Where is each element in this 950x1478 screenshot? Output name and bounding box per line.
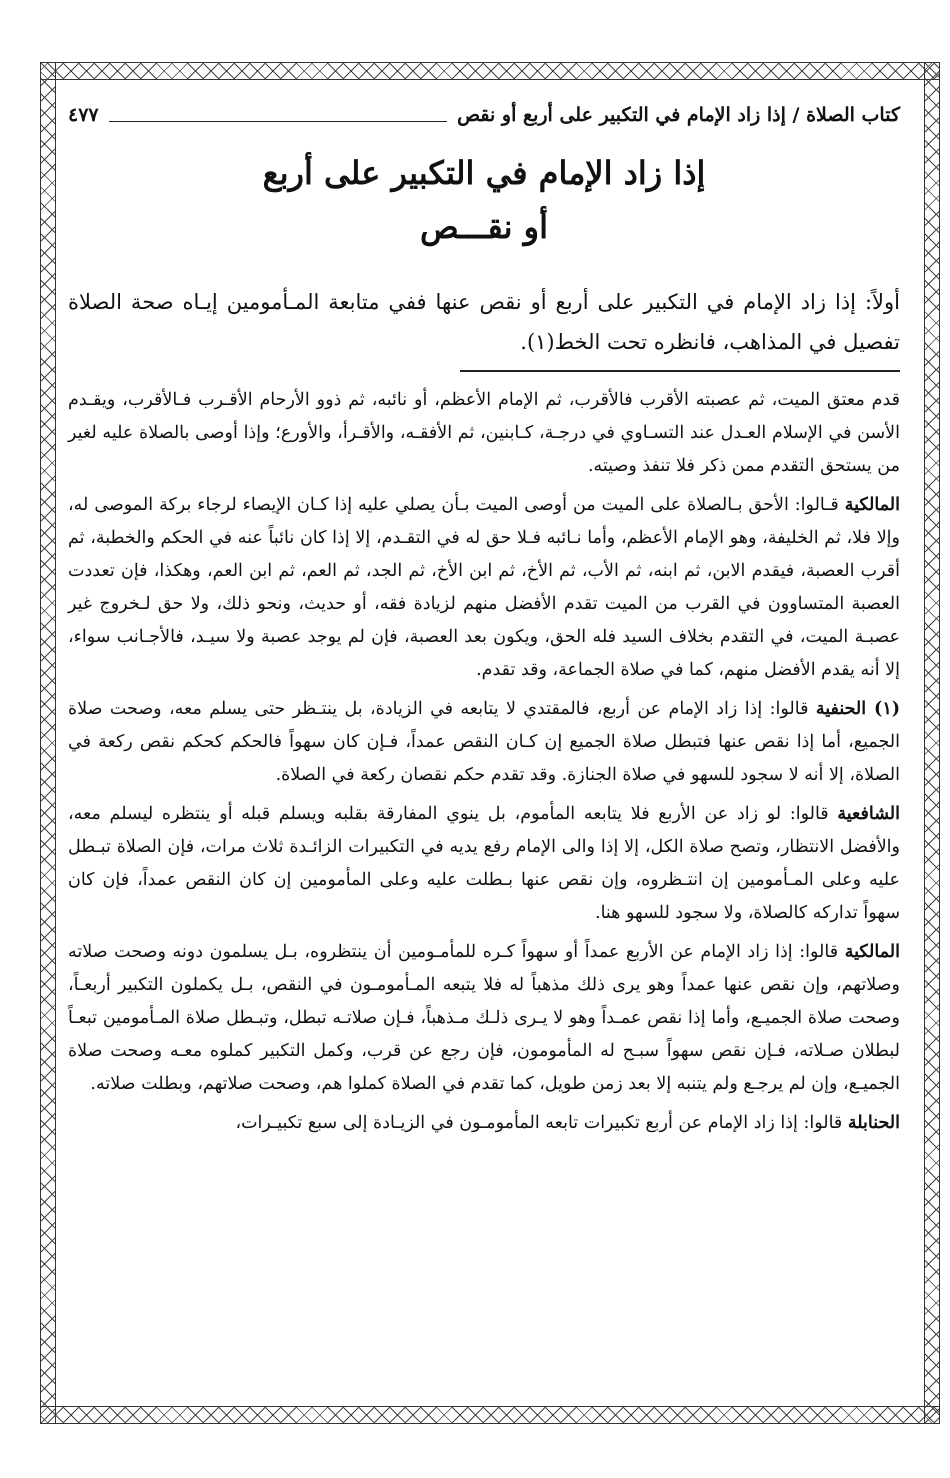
running-header (68, 98, 900, 132)
footnote-text: قالوا: إذا زاد الإمام عن أربع، فالمقتدي لا يتابعه في الزيادة، بل ينتـظر حتى يسلم معه، وصحت صلاة الجميع، أما إذا نقص عنها فتبطل صلاة الجميع إن كـان النقص عمداً، فـإن كان سهواً فالحكم كحكم نقص ركعة في الصلاة، إلا أنه لا سجود للسهو في صلاة الجنازة. وقد تقدم حكم نقصان ركعة في الصلاة. (68, 699, 900, 785)
school-label: الشافعية (837, 804, 900, 824)
footnote-text: قالوا: لو زاد عن الأربع فلا يتابعه المأموم، بل ينوي المفارقة بقلبه ويسلم قبله أو ينتظره ليسلم معه، والأفضل الانتظار، وتصح صلاة الكل، إلا إذا والى الإمام رفع يديه في التكبيرات الزائـدة ثلاث مرات، فإن الصلاة تبـطل عليه وعلى المـأمومين إن انتـظروه، وإن نقص عنها بـطلت عليه وعلى المأمومين إن كان النقص عمداً، فإن كان سهواً تداركه كالصلاة، ولا سجود للسهو هنا. (68, 804, 900, 923)
footnote-hanafi (68, 693, 900, 792)
running-title: كتاب الصلاة / إذا زاد الإمام في التكبير على أربع أو نقص (457, 104, 900, 126)
school-label: (١) الحنفية (815, 699, 901, 719)
footnote-continuation: قدم معتق الميت، ثم عصبته الأقرب فالأقرب، ثم الإمام الأعظم، أو نائبه، ثم ذوو الأرحام الأقـرب فـالأقرب، ويقـدم الأسن في الإسلام العـدل عند التسـاوي في درجـة، كـابنين، ثم الأفقـه، والأقـرأ، والأورع؛ وإذا أوصى بالصلاة عليه لغير من يستحق التقدم ممن ذكر فلا تنفذ وصيته. (68, 390, 900, 476)
school-label: المالكية (844, 942, 900, 962)
footnote-hanbali (68, 1107, 900, 1140)
border-left (40, 62, 56, 1424)
title-line-2: أو نقـــص (420, 208, 548, 246)
footnote-maliki-1 (68, 489, 900, 687)
border-right (924, 62, 940, 1424)
chapter-title (68, 146, 900, 254)
footnote-separator (460, 370, 900, 372)
border-top (40, 62, 940, 80)
footnote-shafii (68, 798, 900, 930)
page-number: ٤٧٧ (68, 104, 99, 126)
page-content (68, 98, 900, 1146)
border-bottom (40, 1406, 940, 1424)
main-paragraph: أولاً: إذا زاد الإمام في التكبير على أربع أو نقص عنها ففي متابعة المـأمومين إيـاه صحة الصلاة تفصيل في المذاهب، فانظره تحت الخط(١). (68, 290, 900, 354)
header-rule (109, 109, 447, 122)
footnote-text: قالوا: إذا زاد الإمام عن أربع تكبيرات تابعه المأمومـون في الزيـادة إلى سبع تكبيـرات، (235, 1113, 848, 1133)
school-label: المالكية (844, 495, 900, 515)
school-label: الحنابلة (847, 1113, 900, 1133)
footnote-text: قـالوا: الأحق بـالصلاة على الميت من أوصى الميت بـأن يصلي عليه إذا كـان الإيصاء لرجاء بركة الموصى له، وإلا فلا، ثم الخليفة، وهو الإمام الأعظم، وأما نـائبه فـلا حق له في التقـدم، إلا إذا كان نائباً عنه في الحكم والخطبة، ثم أقرب العصبة، فيقدم الابن، ثم ابنه، ثم الأب، ثم الأخ، ثم ابن الأخ، ثم الجد، ثم العم، ثم ابن العم، وهكذا، فإن تعددت العصبة المتساوون في القرب من الميت تقدم الأفضل منهم لزيادة فقه، أو حديث، ونحو ذلك، ولا حق لـخروج غير عصبـة الميت، في التقدم بخلاف السيد فله الحق، ويكون بعد العصبة، فإن لم يوجد عصبة ولا سيـد، فالأجـانب سواء، إلا أنه يقدم الأفضل منهم، كما في صلاة الجماعة، وقد تقدم. (68, 495, 900, 680)
footnote-maliki-2 (68, 936, 900, 1101)
title-line-1: إذا زاد الإمام في التكبير على أربع (262, 154, 706, 192)
footnote-text: قالوا: إذا زاد الإمام عن الأربع عمداً أو سهواً كـره للمأمـومين أن ينتظروه، بـل يسلمون دونه وصحت صلاته وصلاتهم، وإن نقص عنها عمداً وهو يرى ذلك مذهباً له فلا يتبعه المـأمومـون في النقص، بـل يكملون التكبير أربعـاً، وصحت صلاة الجميـع، وأما إذا نقص عمـداً وهو لا يـرى ذلـك مـذهباً، فـإن صلاتـه تبطل، وتبـطل صلاة المـأمومين تبعـاً لبطلان صـلاته، فـإن نقص سهواً سبـح له المأمومون، فإن رجع عن قرب، وكمل التكبير كملوه معـه وصحت صلاة الجميـع، وإن لم يرجـع ولم يتنبه إلا بعد زمن طويل، كما تقدم في الصلاة كملوا هم، وصحت صلاتهم، وبطلت صلاته. (68, 942, 900, 1094)
